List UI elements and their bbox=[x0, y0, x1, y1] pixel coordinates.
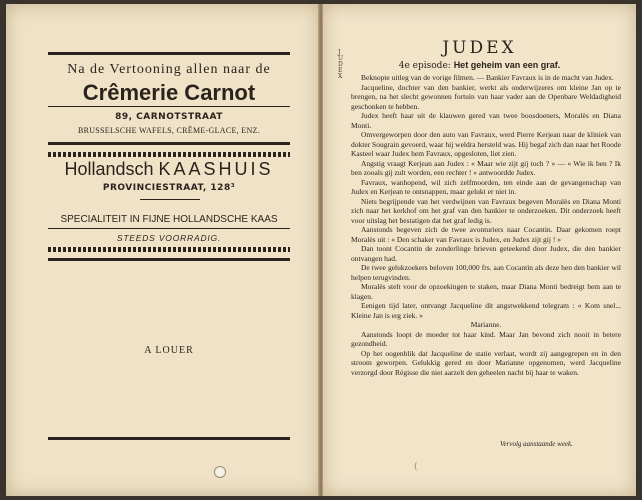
vervolg-note: Vervolg aanstaande week. bbox=[500, 440, 573, 448]
episode-paragraph: Angstig vraagt Kerjean aan Judex : « Maar wie zijt gij toch ? » — « Wie ik ben ? Ik ben zooals gij zult worden, een rechter ! » antwoordde Judex. bbox=[351, 158, 621, 177]
episode-title: Het geheim van een graf. bbox=[453, 60, 561, 70]
episode-body bbox=[351, 73, 621, 377]
fold-mark: ( bbox=[414, 462, 418, 472]
short-divider bbox=[140, 199, 200, 200]
episode-paragraph: Judex heeft haar uit de klauwen gered van twee boosdoeners, Moralès en Diana Monti. bbox=[351, 111, 621, 130]
kaashuis-address: PROVINCIESTRAAT, 128³ bbox=[102, 183, 236, 193]
dotted-rule-1 bbox=[48, 152, 290, 157]
top-rule bbox=[48, 52, 290, 55]
episode-paragraph: Moralès stelt voor de opzoekingen te staken, maar Diana Monti bedreigt hem aan te klagen. bbox=[351, 282, 621, 301]
cremerie-underline bbox=[48, 106, 290, 107]
episode-label: 4e episode: bbox=[398, 61, 451, 71]
episode-paragraph: Aanstonds loopt de moeder tot haar kind. Maar Jan bevond zich nooit in betere gezondheid. bbox=[351, 329, 621, 348]
mid-rule-1 bbox=[48, 142, 290, 145]
episode-paragraph: Op het oogenblik dat Jacqueline de statie verlaat, wordt zij aangegrepen en in den stroom geworpen. Gelukkig gered en door Marianne opgenomen, werd Jacqueline verzorgd door Régisse die niet aarzelt den geheelen nacht bij haar te waken. bbox=[351, 348, 621, 377]
episode-paragraph: Beknopte uitleg van de vorige filmen. — Bankier Favraux is in de macht van Judex. bbox=[361, 73, 614, 82]
kaashuis-word: KAASHUIS bbox=[158, 159, 274, 179]
episode-paragraph: Omvergeworpen door den auto van Favraux, werd Pierre Kerjean naar de kliniek van dokter Sougrain gevoerd, waar hij weldra hersteld was. Hij begaf zich dan naar het Roode Kasteel waar Judex hem Favraux, opgesloten, liet zien. bbox=[351, 130, 621, 158]
episode-paragraph: Niets begrijpende van het verdwijnen van Favraux begeven Moralès en Diana Monti zich naar het kerkhof om het graf van den bankier te onderzoeken. Dit onderzoek heeft voor uitslag het bestatigen dat het graf ledig is. bbox=[351, 196, 621, 225]
episode-paragraph: Jacqueline, dochter van den bankier, werkt als onderwijzeres om kleine Jan op te brengen, na het slecht gewonnen fortuin van haar vader aan de Openbare Weldadigheid geschonken te hebben. bbox=[351, 82, 621, 111]
episode-paragraph: Aanstonds begeven zich de twee avonturiers naar Cocantin. Daar gekomen roept Moralès uit : « Den schaker van Favraux is Judex, en Judex zijt gij ! » bbox=[351, 225, 621, 244]
a-louer-text: A LOUER bbox=[144, 345, 194, 356]
judex-title: JUDEX bbox=[442, 38, 517, 58]
punch-hole bbox=[214, 466, 226, 478]
cremerie-name: Crêmerie Carnot bbox=[82, 80, 256, 105]
episode-paragraph: De twee gelukzoekers beloven 100,000 frs. aan Cocantin als deze hen den bankier wil helpen terugvinden. bbox=[351, 263, 621, 282]
episode-paragraph: Marianne. bbox=[470, 320, 502, 329]
steeds-voorradig: STEEDS VOORRADIG. bbox=[116, 233, 222, 243]
footer-rule bbox=[48, 437, 290, 440]
bottom-ad-rule bbox=[48, 258, 290, 261]
dotted-rule-2 bbox=[48, 247, 290, 252]
kaas-specialiteit: SPECIALITEIT IN FIJNE HOLLANDSCHE KAAS bbox=[60, 214, 278, 225]
episode-subtitle bbox=[323, 60, 636, 71]
episode-paragraph: Eenigen tijd later, ontvangt Jacqueline dit angstwekkend telegram : « Kom snel... Kleine Jan is erg ziek. » bbox=[351, 301, 621, 320]
margin-mark: J U D E X bbox=[338, 49, 344, 80]
after-show-line: Na de Vertooning allen naar de bbox=[67, 62, 271, 77]
episode-paragraph: Dan toont Cocantin de zonderlinge brieven geteekend door Judex, die den bankier ontvangen had. bbox=[351, 244, 621, 263]
episode-paragraph: Favraux, wanhopend, wil zich zelfmoorden, ten einde aan de gevangenschap van Judex en Kerjean te ontsnappen, maar gelukt er niet in. bbox=[351, 177, 621, 196]
specialiteit-underline bbox=[48, 228, 290, 229]
cremerie-address: 89, CARNOTSTRAAT bbox=[115, 112, 223, 122]
kaashuis-name bbox=[48, 159, 290, 180]
kaashuis-prefix: Hollandsch bbox=[64, 159, 159, 179]
cremerie-products: BRUSSELSCHE WAFELS, CRÊME-GLACE, ENZ. bbox=[77, 126, 261, 135]
